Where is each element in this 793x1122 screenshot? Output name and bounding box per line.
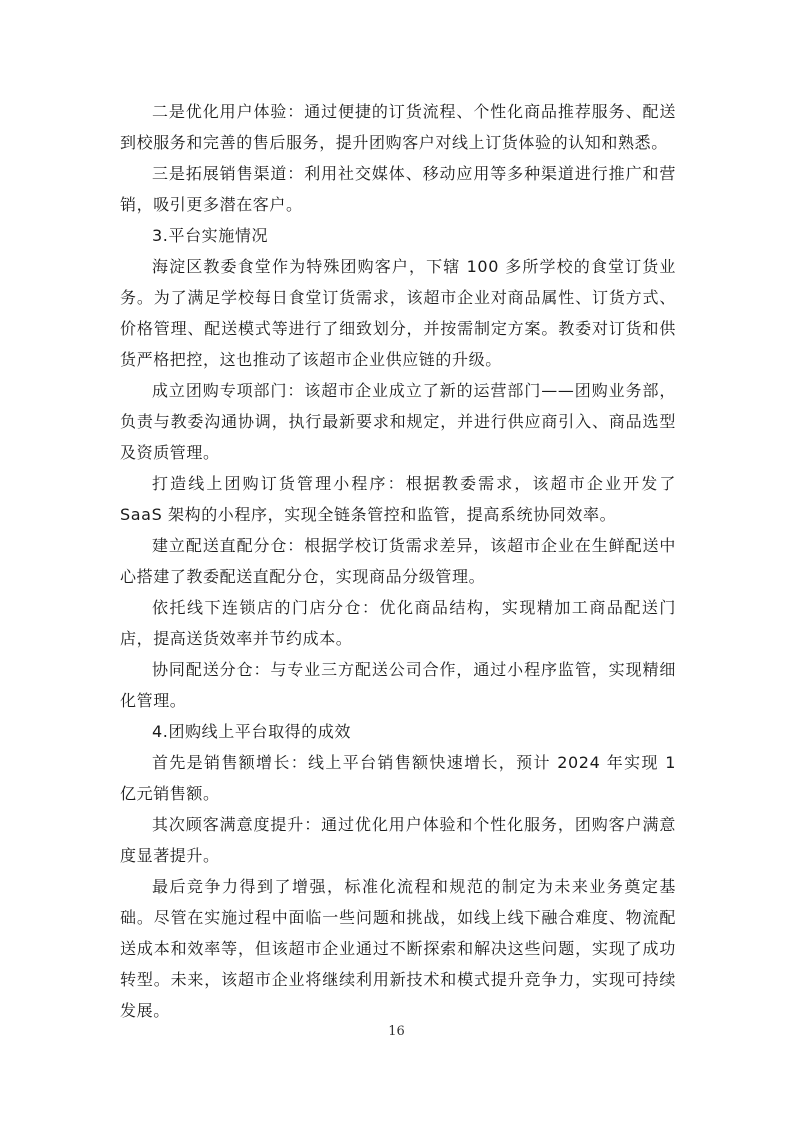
paragraph-satisfaction: 其次顾客满意度提升：通过优化用户体验和个性化服务，团购客户满意度显著提升。: [120, 815, 676, 865]
paragraph-sales-growth: 首先是销售额增长：线上平台销售额快速增长，预计 2024 年实现 1 亿元销售额。: [120, 753, 676, 803]
paragraph-haidian-canteen: 海淀区教委食堂作为特殊团购客户，下辖 100 多所学校的食堂订货业务。为了满足学校每日食堂订货需求，该超市企业对商品属性、订货方式、价格管理、配送模式等进行了细致划分，并按需制定方案。教委对订货和供货严格把控，这也推动了该超市企业供应链的升级。: [120, 257, 676, 369]
paragraph-collaborative-warehouse: 协同配送分仓：与专业三方配送公司合作，通过小程序监管，实现精细化管理。: [120, 660, 676, 710]
paragraph-user-experience: 二是优化用户体验：通过便捷的订货流程、个性化商品推荐服务、配送到校服务和完善的售后服务，提升团购客户对线上订货体验的认知和熟悉。: [120, 102, 676, 152]
section-heading-results: 4.团购线上平台取得的成效: [152, 722, 352, 741]
paragraph-competitiveness: 最后竞争力得到了增强，标准化流程和规范的制定为未来业务奠定基础。尽管在实施过程中面临一些问题和挑战，如线上线下融合难度、物流配送成本和效率等，但该超市企业通过不断探索和解决这些问题，实现了成功转型。未来，该超市企业将继续利用新技术和模式提升竞争力，实现可持续发展。: [120, 877, 676, 1020]
paragraph-store-warehouse: 依托线下连锁店的门店分仓：优化商品结构，实现精加工商品配送门店，提高送货效率并节约成本。: [120, 598, 676, 648]
page-number: 16: [388, 1024, 405, 1039]
section-heading-implementation: 3.平台实施情况: [152, 226, 269, 245]
paragraph-sales-channels: 三是拓展销售渠道：利用社交媒体、移动应用等多种渠道进行推广和营销，吸引更多潜在客户。: [120, 164, 676, 214]
paragraph-direct-warehouse: 建立配送直配分仓：根据学校订货需求差异，该超市企业在生鲜配送中心搭建了教委配送直配分仓，实现商品分级管理。: [120, 536, 676, 586]
page-body: [120, 96, 676, 1026]
paragraph-mini-program: 打造线上团购订货管理小程序：根据教委需求，该超市企业开发了 SaaS 架构的小程序，实现全链条管控和监管，提高系统协同效率。: [120, 474, 676, 524]
paragraph-group-department: 成立团购专项部门：该超市企业成立了新的运营部门——团购业务部，负责与教委沟通协调，执行最新要求和规定，并进行供应商引入、商品选型及资质管理。: [120, 381, 676, 462]
